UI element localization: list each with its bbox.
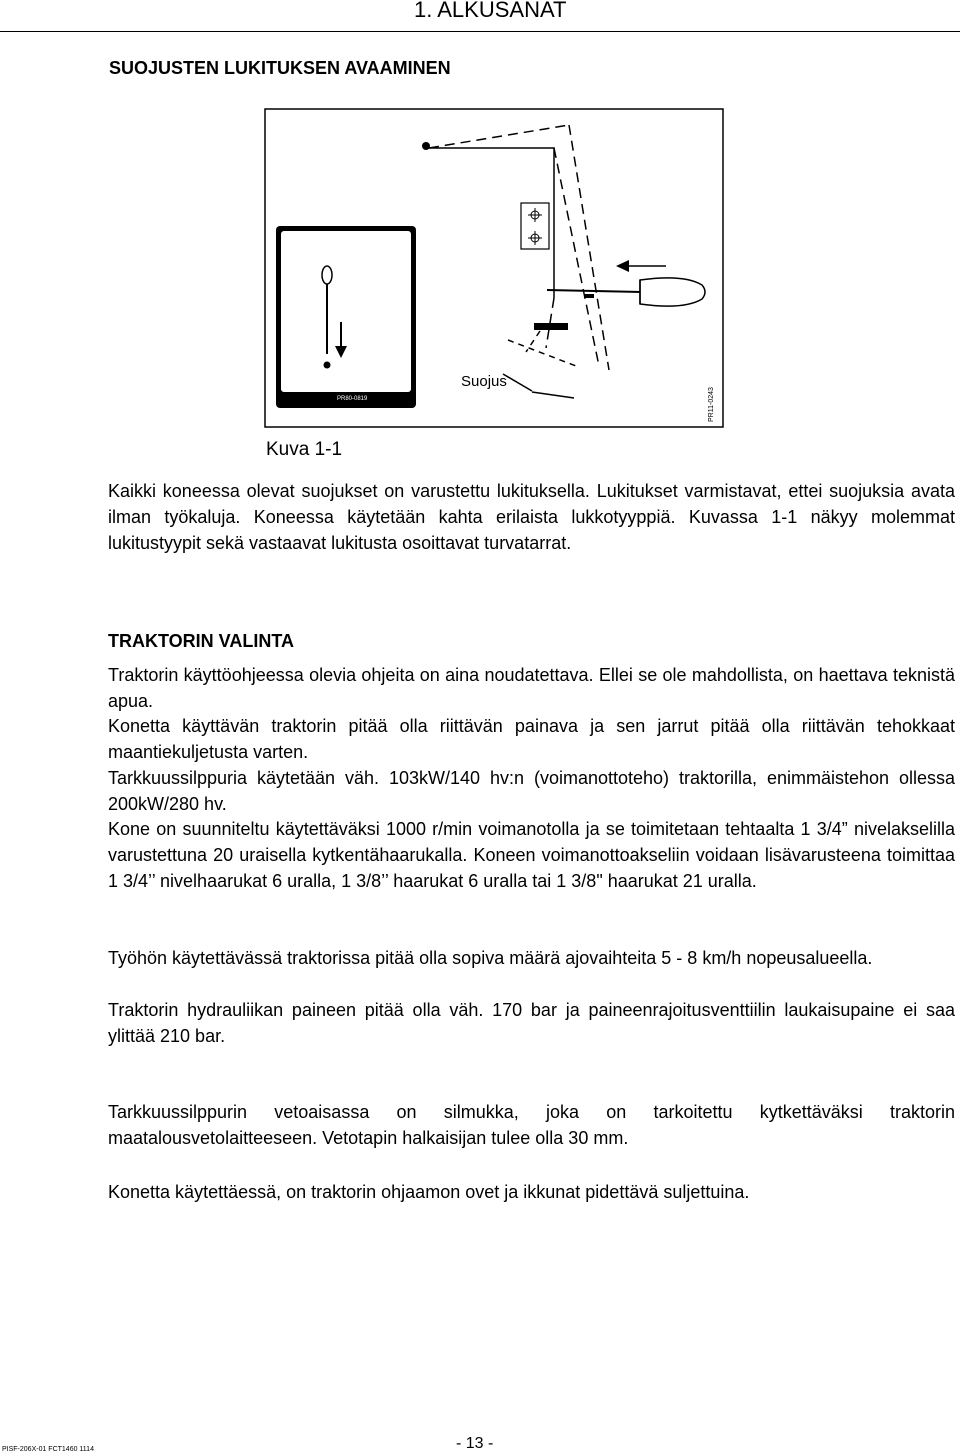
paragraph-tractor-manual: Traktorin käyttöohjeessa olevia ohjeita on aina noudatettava. Ellei se ole mahdollista, on haettava teknistä apua. — [108, 665, 955, 711]
section-title-tractor: TRAKTORIN VALINTA — [108, 631, 294, 651]
paragraph-tractor-power: Tarkkuussilppuria käytetään väh. 103kW/140 hv:n (voimanottoteho) traktorilla, enimmäistehon ollessa 200kW/280 hv. — [108, 768, 955, 814]
paragraph-pto: Kone on suunniteltu käytettäväksi 1000 r/min voimanotolla ja se toimitetaan tehtaalta 1 3/4” nivelakselilla varustettuna 20 uraisella kytkentähaarukalla. Koneen voimanottoakseliin voidaan lisävarusteena toimittaa 1 3/4’’ nivelhaarukat 6 uralla, 1 3/8’’ haarukat 6 uralla tai 1 3/8" haarukat 21 uralla. — [108, 819, 955, 891]
paragraph-guard-locks: Kaikki koneessa olevat suojukset on varustettu lukituksella. Lukitukset varmistavat, ettei suojuksia avata ilman työkaluja. Koneessa käytetään kahta erilaista lukkotyyppiä. Kuvassa 1-1 näkyy molemmat lukitustyypit sekä vastaavat lukitusta osoittavat turvatarrat. — [108, 481, 955, 553]
section-title-guard-locks: SUOJUSTEN LUKITUKSEN AVAAMINEN — [109, 58, 451, 78]
header-rule — [0, 31, 960, 32]
inset-code: PR80-0819 — [337, 396, 368, 402]
paragraph-cab: Konetta käytettäessä, on traktorin ohjaamon ovet ja ikkunat pidettävä suljettuina. — [108, 1182, 750, 1202]
page-number: - 13 - — [456, 1435, 494, 1452]
document-code: PISF-206X-01 FCT1460 1114 — [2, 1446, 94, 1453]
figure-caption: Kuva 1-1 — [266, 439, 343, 460]
figure-code: PR11-0243 — [708, 387, 715, 422]
paragraph-drawbar: Tarkkuussilppurin vetoaisassa on silmukka, joka on tarkoitettu kytkettäväksi traktorin maatalousvetolaitteeseen. Vetotapin halkaisijan tulee olla 30 mm. — [108, 1102, 955, 1148]
chapter-heading: 1. ALKUSANAT — [414, 0, 567, 22]
paragraph-tractor-weight: Konetta käyttävän traktorin pitää olla riittävän painava ja sen jarrut pitää olla riittävän tehokkaat maantiekuljetusta varten. — [108, 716, 955, 762]
label-suojus: Suojus — [461, 373, 507, 390]
figure-guard-locks — [264, 108, 724, 428]
screwdriver-icon — [547, 278, 705, 306]
paragraph-hydraulics: Traktorin hydrauliikan paineen pitää olla väh. 170 bar ja paineenrajoitusventtiilin laukaisupaine ei saa ylittää 210 bar. — [108, 1000, 955, 1046]
paragraph-gears: Työhön käytettävässä traktorissa pitää olla sopiva määrä ajovaihteita 5 - 8 km/h nopeusalueella. — [108, 948, 873, 968]
warning-sticker-inset — [276, 226, 416, 408]
